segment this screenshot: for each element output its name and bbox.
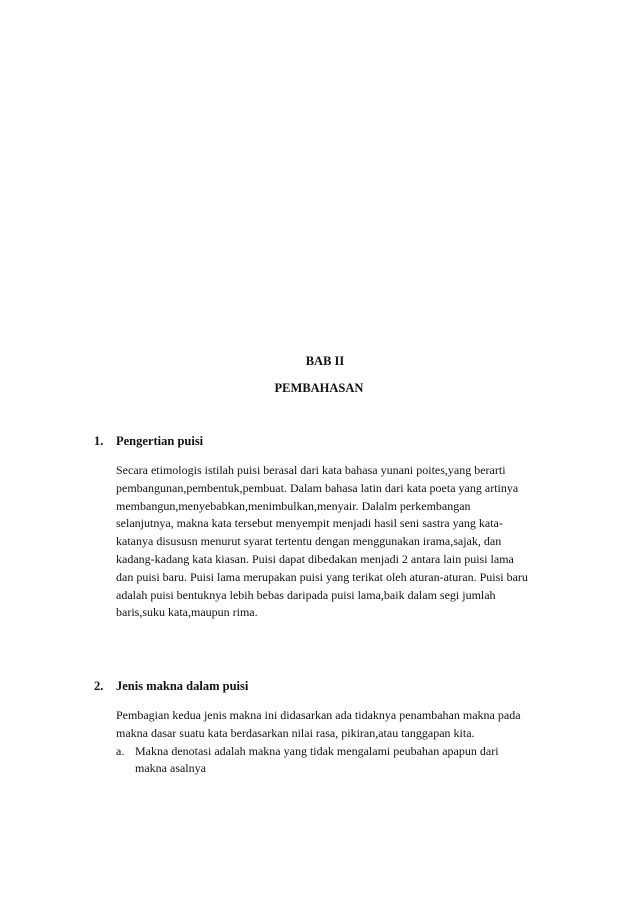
paragraph-line: dan puisi baru. Puisi lama merupakan puisi yang terikat oleh aturan-aturan. Puisi baru [116,569,528,584]
sub-item-marker: a. [116,743,125,758]
paragraph-line: Secara etimologis istilah puisi berasal dari kata bahasa yunani poites,yang berarti [116,463,506,477]
sub-item-line: Makna denotasi adalah makna yang tidak mengalami peubahan apapun dari [135,743,499,758]
section-jenis-makna [94,679,574,778]
section-title: Pengertian puisi [116,434,204,448]
paragraph-line: pembangunan,pembentuk,pembuat. Dalam bahasa latin dari kata poeta yang artinya [116,480,519,495]
paragraph-line: baris,suku kata,maupun rima. [116,605,258,620]
sub-item [116,743,574,779]
section-number: 2. [94,679,104,693]
paragraph-line: selanjutnya, makna kata tersebut menyempit menjadi hasil seni sastra yang kata- [116,516,503,531]
section-title: Jenis makna dalam puisi [116,679,249,693]
paragraph-line: adalah puisi bentuknya lebih bebas daripada puisi lama,baik dalam segi jumlah [116,587,496,602]
section-paragraph [116,707,574,743]
paragraph-line: membangun,menyebabkan,menimbulkan,menyair. Dalalm perkembangan [116,498,471,513]
paragraph-line: Pembagian kedua jenis makna ini didasarkan ada tidaknya penambahan makna pada [116,708,521,722]
chapter-number: BAB II [305,354,345,368]
sub-item-text [135,743,499,779]
paragraph-line: kadang-kadang kata kiasan. Puisi dapat dibedakan menjadi 2 antara lain puisi lama [116,551,514,566]
section-pengertian-puisi [94,434,574,622]
paragraph-line: makna dasar suatu kata berdasarkan nilai rasa, pikiran,atau tanggapan kita. [116,725,475,740]
paragraph-line: katanya disususn menurut syarat tertentu dengan menggunakan irama,sajak, dan [116,534,502,549]
section-heading [94,679,574,694]
section-paragraph [116,462,574,622]
section-heading [94,434,574,449]
sub-item-line: makna asalnya [135,761,206,776]
section-number: 1. [94,434,104,448]
chapter-title: PEMBAHASAN [274,381,364,395]
